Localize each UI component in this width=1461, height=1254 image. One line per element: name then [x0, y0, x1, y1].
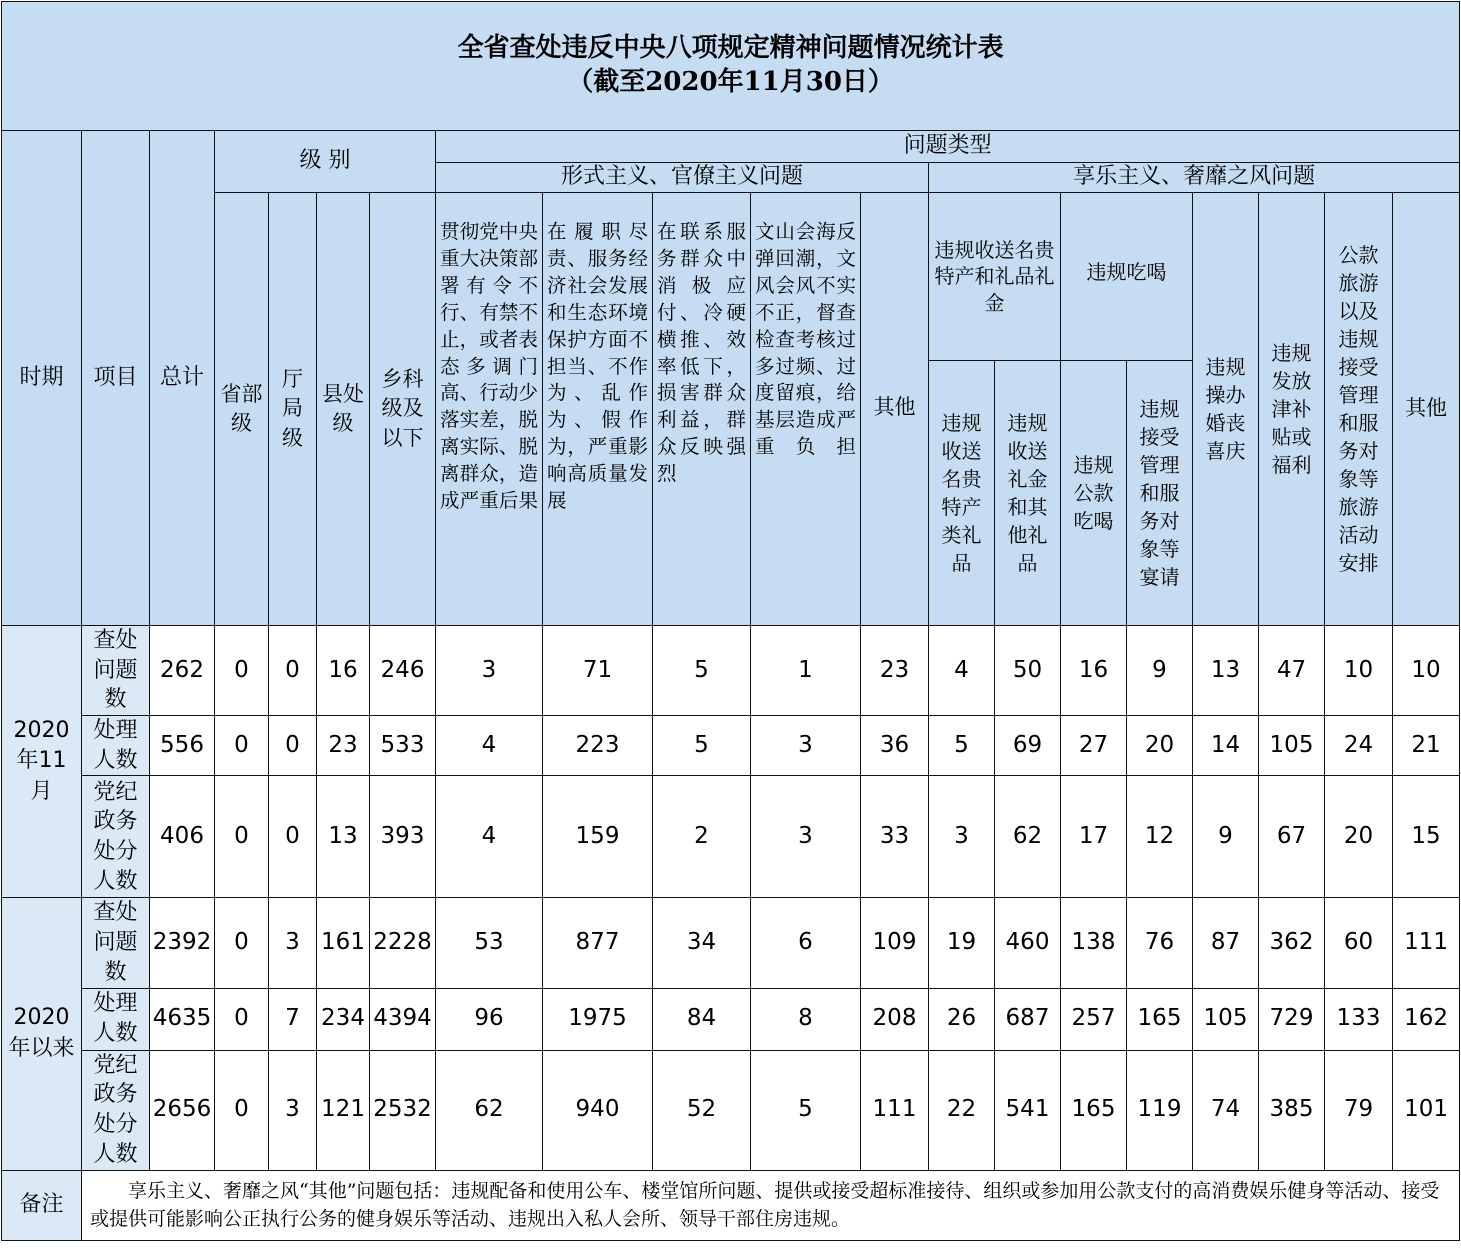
cell: 15 [1393, 776, 1460, 898]
table-title [2, 2, 1460, 131]
cell: 69 [995, 716, 1061, 776]
header-gift-cash: 违规收送礼金和其他礼品 [995, 361, 1061, 626]
item-label: 党纪政务处分人数 [82, 776, 150, 898]
cell: 87 [1193, 898, 1259, 988]
cell-total: 2656 [150, 1050, 215, 1170]
cell: 0 [269, 716, 317, 776]
cell: 0 [215, 776, 269, 898]
cell: 1975 [543, 988, 653, 1050]
item-label: 处理人数 [82, 716, 150, 776]
cell: 2228 [370, 898, 436, 988]
cell: 0 [215, 898, 269, 988]
cell: 105 [1259, 716, 1325, 776]
cell: 0 [215, 716, 269, 776]
cell: 119 [1127, 1050, 1193, 1170]
cell: 6 [751, 898, 861, 988]
cell: 3 [269, 1050, 317, 1170]
header-travel: 公款旅游以及违规接受管理和服务对象等旅游活动安排 [1325, 193, 1393, 626]
cell: 0 [215, 1050, 269, 1170]
cell: 47 [1259, 626, 1325, 716]
cell: 9 [1193, 776, 1259, 898]
item-label: 查处问题数 [82, 626, 150, 716]
header-formalism-4: 文山会海反弹回潮，文风会风不实不正，督查检查考核过多过频、过度留痕，给基层造成严重负担 [751, 193, 861, 626]
cell: 165 [1061, 1050, 1127, 1170]
cell-total: 2392 [150, 898, 215, 988]
cell: 0 [269, 626, 317, 716]
cell: 13 [1193, 626, 1259, 716]
cell: 3 [269, 898, 317, 988]
cell: 21 [1393, 716, 1460, 776]
cell: 5 [653, 716, 751, 776]
cell: 23 [317, 716, 370, 776]
cell: 20 [1127, 716, 1193, 776]
cell: 362 [1259, 898, 1325, 988]
cell: 4 [436, 716, 543, 776]
cell: 62 [436, 1050, 543, 1170]
cell: 71 [543, 626, 653, 716]
header-level-provincial: 省部级 [215, 193, 269, 626]
cell: 687 [995, 988, 1061, 1050]
note-label: 备注 [2, 1170, 82, 1240]
header-item: 项目 [82, 131, 150, 626]
cell: 121 [317, 1050, 370, 1170]
cell: 4 [929, 626, 995, 716]
cell: 96 [436, 988, 543, 1050]
cell: 541 [995, 1050, 1061, 1170]
cell: 0 [215, 988, 269, 1050]
cell-total: 406 [150, 776, 215, 898]
header-gift-group: 违规收送名贵特产和礼品礼金 [929, 193, 1061, 361]
header-formalism-1: 贯彻党中央重大决策部署有令不行、有禁不止，或者表态多调门高、行动少落实差，脱离实际、脱离群众，造成严重后果 [436, 193, 543, 626]
cell: 246 [370, 626, 436, 716]
header-formalism-3: 在联系服务群众中消极应付、冷硬横推、效率低下，损害群众利益，群众反映强烈 [653, 193, 751, 626]
cell: 2532 [370, 1050, 436, 1170]
cell: 84 [653, 988, 751, 1050]
title-line-1: 全省查处违反中央八项规定精神问题情况统计表 [457, 33, 1004, 64]
cell-total: 556 [150, 716, 215, 776]
cell: 60 [1325, 898, 1393, 988]
note-text: 享乐主义、奢靡之风“其他”问题包括：违规配备和使用公车、楼堂馆所问题、提供或接受超标准接待、组织或参加用公款支付的高消费娱乐健身等活动、接受或提供可能影响公正执行公务的健身娱乐等活动、违规出入私人会所、领导干部住房违规。 [82, 1170, 1460, 1240]
cell: 17 [1061, 776, 1127, 898]
cell: 19 [929, 898, 995, 988]
cell: 109 [861, 898, 929, 988]
cell: 24 [1325, 716, 1393, 776]
item-label: 查处问题数 [82, 898, 150, 988]
title-line-2: （截至2020年11月30日） [567, 67, 894, 97]
cell: 27 [1061, 716, 1127, 776]
item-label: 党纪政务处分人数 [82, 1050, 150, 1170]
cell: 79 [1325, 1050, 1393, 1170]
cell: 67 [1259, 776, 1325, 898]
header-level-bureau: 厅局级 [269, 193, 317, 626]
cell: 385 [1259, 1050, 1325, 1170]
cell: 2 [653, 776, 751, 898]
cell: 729 [1259, 988, 1325, 1050]
cell: 3 [751, 716, 861, 776]
cell: 5 [751, 1050, 861, 1170]
header-formalism-other: 其他 [861, 193, 929, 626]
item-label: 处理人数 [82, 988, 150, 1050]
cell-total: 262 [150, 626, 215, 716]
cell: 22 [929, 1050, 995, 1170]
cell: 23 [861, 626, 929, 716]
cell: 76 [1127, 898, 1193, 988]
header-hedonism-group: 享乐主义、奢靡之风问题 [929, 163, 1460, 193]
cell: 14 [1193, 716, 1259, 776]
header-dining-banquet: 违规接受管理和服务对象等宴请 [1127, 361, 1193, 626]
cell: 10 [1393, 626, 1460, 716]
cell: 53 [436, 898, 543, 988]
cell: 111 [861, 1050, 929, 1170]
cell: 4 [436, 776, 543, 898]
cell: 36 [861, 716, 929, 776]
cell: 159 [543, 776, 653, 898]
cell: 20 [1325, 776, 1393, 898]
cell: 234 [317, 988, 370, 1050]
statistics-table [1, 1, 1460, 1241]
header-level-group: 级 别 [215, 131, 436, 193]
cell: 257 [1061, 988, 1127, 1050]
cell: 133 [1325, 988, 1393, 1050]
header-level-county: 县处级 [317, 193, 370, 626]
cell: 50 [995, 626, 1061, 716]
cell: 4394 [370, 988, 436, 1050]
period-nov-2020: 2020年11月 [2, 626, 82, 898]
cell: 1 [751, 626, 861, 716]
cell: 16 [317, 626, 370, 716]
cell: 3 [436, 626, 543, 716]
cell: 101 [1393, 1050, 1460, 1170]
header-period: 时期 [2, 131, 82, 626]
cell: 7 [269, 988, 317, 1050]
cell: 940 [543, 1050, 653, 1170]
cell: 10 [1325, 626, 1393, 716]
header-wedding-funeral: 违规操办婚丧喜庆 [1193, 193, 1259, 626]
cell: 26 [929, 988, 995, 1050]
cell: 0 [215, 626, 269, 716]
header-formalism-2: 在履职尽责、服务经济社会发展和生态环境保护方面不担当、不作为、乱作为、假作为，严重影响高质量发展 [543, 193, 653, 626]
cell: 62 [995, 776, 1061, 898]
header-problem-type: 问题类型 [436, 131, 1460, 163]
cell: 105 [1193, 988, 1259, 1050]
cell: 161 [317, 898, 370, 988]
header-dining-public: 违规公款吃喝 [1061, 361, 1127, 626]
cell: 0 [269, 776, 317, 898]
cell: 13 [317, 776, 370, 898]
cell: 33 [861, 776, 929, 898]
header-allowance: 违规发放津补贴或福利 [1259, 193, 1325, 626]
cell: 208 [861, 988, 929, 1050]
header-gift-specialty: 违规收送名贵特产类礼品 [929, 361, 995, 626]
header-total: 总计 [150, 131, 215, 626]
header-formalism-group: 形式主义、官僚主义问题 [436, 163, 929, 193]
cell: 34 [653, 898, 751, 988]
cell: 533 [370, 716, 436, 776]
period-since-2020: 2020年以来 [2, 898, 82, 1170]
cell: 12 [1127, 776, 1193, 898]
cell: 877 [543, 898, 653, 988]
header-level-township: 乡科级及以下 [370, 193, 436, 626]
header-dining-group: 违规吃喝 [1061, 193, 1193, 361]
cell: 52 [653, 1050, 751, 1170]
cell: 223 [543, 716, 653, 776]
header-hedonism-other: 其他 [1393, 193, 1460, 626]
cell: 3 [929, 776, 995, 898]
cell: 3 [751, 776, 861, 898]
cell: 162 [1393, 988, 1460, 1050]
cell: 5 [929, 716, 995, 776]
cell: 9 [1127, 626, 1193, 716]
cell: 16 [1061, 626, 1127, 716]
cell: 74 [1193, 1050, 1259, 1170]
cell: 460 [995, 898, 1061, 988]
cell: 165 [1127, 988, 1193, 1050]
cell-total: 4635 [150, 988, 215, 1050]
cell: 5 [653, 626, 751, 716]
cell: 8 [751, 988, 861, 1050]
cell: 393 [370, 776, 436, 898]
cell: 111 [1393, 898, 1460, 988]
cell: 138 [1061, 898, 1127, 988]
